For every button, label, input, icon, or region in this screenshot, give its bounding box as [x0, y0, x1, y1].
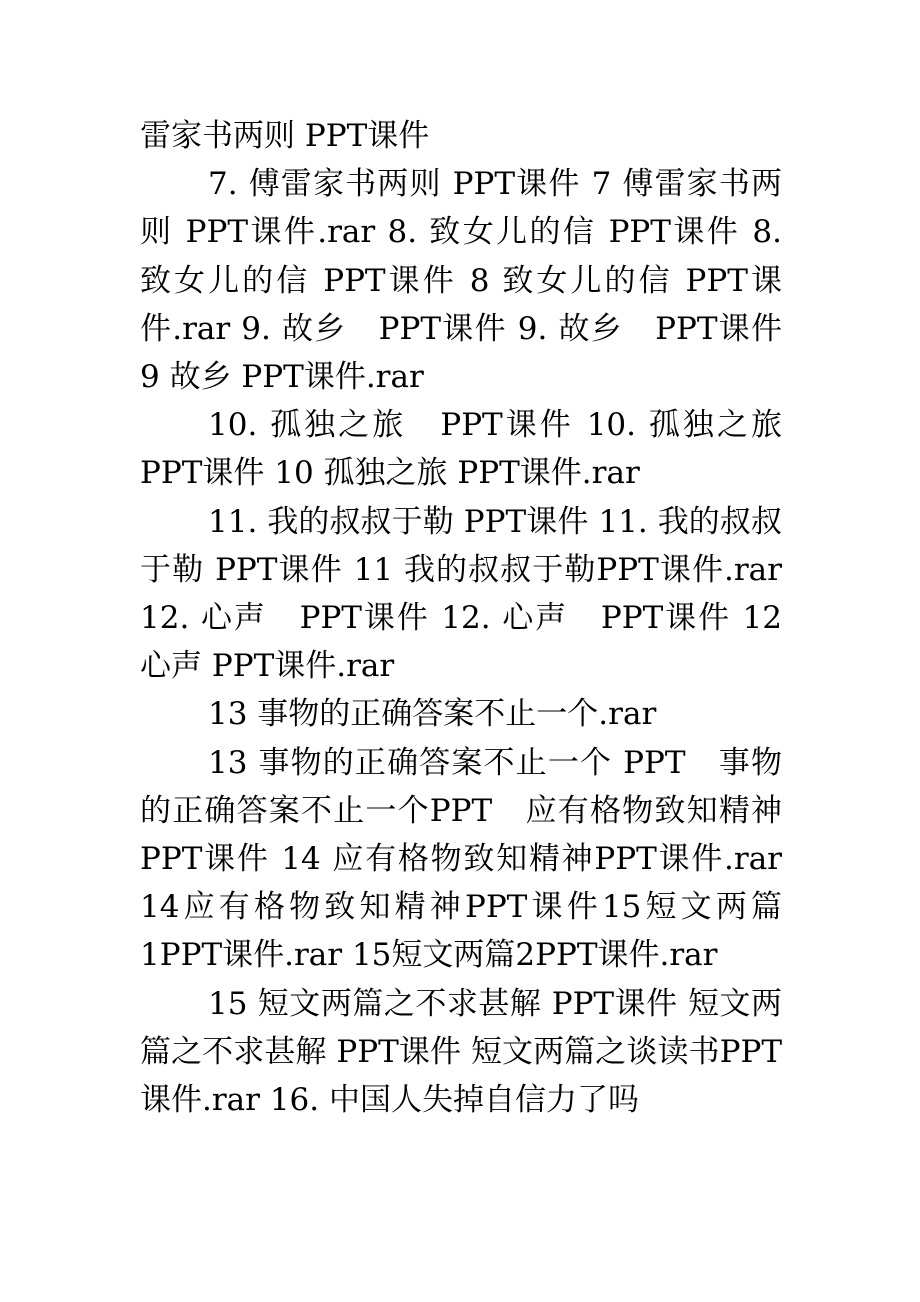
paragraph-lessons-13-15: 13 事物的正确答案不止一个 PPT 事物的正确答案不止一个PPT 应有格物致知精神 PPT课件 14 应有格物致知精神PPT课件.rar 14应有格物致知精神PPT课件15短文两篇1PPT课件.rar 15短文两篇2PPT课件.rar	[140, 744, 782, 974]
paragraph-lessons-7-9: 7. 傅雷家书两则 PPT课件 7 傅雷家书两则 PPT课件.rar 8. 致女儿的信 PPT课件 8. 致女儿的信 PPT课件 8 致女儿的信 PPT课件.rar 9. 故乡 PPT课件 9. 故乡 PPT课件 9 故乡 PPT课件.rar	[140, 166, 782, 396]
paragraph-lesson-13-rar: 13 事物的正确答案不止一个.rar	[208, 696, 657, 733]
paragraph-lessons-11-12: 11. 我的叔叔于勒 PPT课件 11. 我的叔叔于勒 PPT课件 11 我的叔叔于勒PPT课件.rar 12. 心声 PPT课件 12. 心声 PPT课件 12 心声 PPT课件.rar	[140, 503, 782, 685]
paragraph-lesson-10: 10. 孤独之旅 PPT课件 10. 孤独之旅 PPT课件 10 孤独之旅 PPT课件.rar	[140, 407, 782, 492]
paragraph-lessons-15-16: 15 短文两篇之不求甚解 PPT课件 短文两篇之不求甚解 PPT课件 短文两篇之谈读书PPT课件.rar 16. 中国人失掉自信力了吗	[140, 985, 782, 1119]
paragraph-continuation: 雷家书两则 PPT课件	[140, 118, 430, 154]
document-body	[140, 112, 782, 1124]
